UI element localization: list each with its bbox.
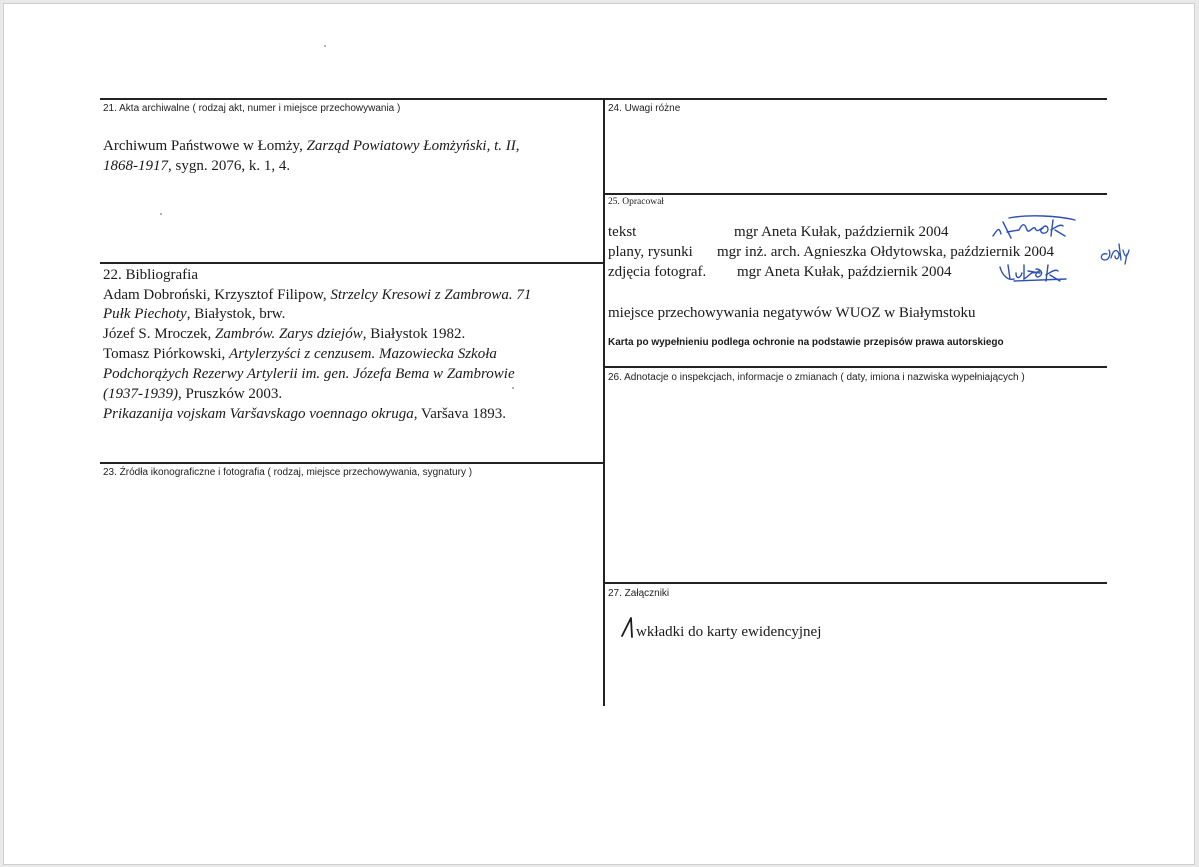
negatives-location: miejsce przechowywania negatywów WUOZ w Białymstoku [608, 305, 976, 321]
bib-3-imprint: , Pruszków 2003. [178, 386, 283, 402]
copyright-note: Karta po wypełnieniu podlega ochronie na podstawie przepisów prawa autorskiego [608, 337, 1004, 348]
bib-2-imprint: , Białystok 1982. [362, 326, 466, 342]
section-26-label: 26. Adnotacje o inspekcjach, informacje o zmianach ( daty, imiona i nazwiska wypełniających ) [608, 372, 1025, 383]
scan-speck [324, 45, 326, 47]
bib-4-imprint: , Varšava 1893. [413, 406, 507, 422]
rule-top-left [100, 98, 605, 100]
author-photos: mgr Aneta Kułak, październik 2004 [737, 264, 952, 280]
bib-4-title: Prikazanija vojskam Varšavskago voennago okruga [103, 406, 414, 422]
bib-entry-3-line-2 [103, 365, 515, 384]
rule-26 [604, 366, 1107, 368]
signature-text-author [989, 212, 1081, 242]
bib-entry-2 [103, 325, 465, 344]
rule-top-right [604, 98, 1107, 100]
bib-entry-3-line-1 [103, 345, 497, 364]
handwritten-attachment-count [620, 615, 634, 639]
section-23-label: 23. Źródła ikonograficzne i fotografia ( rodzaj, miejsce przechowywania, sygnatury ) [103, 467, 473, 478]
bib-3-author: Tomasz Piórkowski, [103, 346, 230, 362]
center-divider [603, 98, 605, 706]
bib-2-title: Zambrów. Zarys dziejów [215, 326, 363, 342]
scan-speck [512, 387, 514, 389]
author-plans: mgr inż. arch. Agnieszka Ołdytowska, październik 2004 [717, 244, 1054, 260]
section-25-label: 25. Opracował [608, 197, 664, 207]
bib-entry-1-line-1 [103, 286, 531, 305]
bib-3-title: Artylerzyści z cenzusem. Mazowiecka Szkoła [229, 346, 497, 362]
bib-1-title: Strzelcy Kresowi z Zambrowa. 71 [330, 287, 532, 303]
author-text: mgr Aneta Kułak, październik 2004 [734, 224, 949, 240]
signature-plans-author [1097, 240, 1131, 266]
bib-3-years: (1937-1939) [103, 386, 178, 402]
role-text: tekst [608, 224, 637, 240]
section-22-label: 22. Bibliografia [103, 267, 198, 283]
section-27-label: 27. Załączniki [608, 588, 670, 599]
fonds-name: Zarząd Powiatowy Łomżyński, t. II, [306, 138, 520, 154]
archive-name: Archiwum Państwowe w Łomży, [103, 138, 307, 154]
bib-entry-1-line-2 [103, 305, 285, 324]
section-21-line-2 [103, 157, 290, 176]
bib-entry-4 [103, 405, 506, 424]
bib-entry-3-line-3 [103, 385, 282, 404]
bib-1-authors: Adam Dobroński, Krzysztof Filipow, [103, 287, 331, 303]
bib-2-author: Józef S. Mroczek, [103, 326, 216, 342]
bib-1-title-cont: Pułk Piechoty [103, 306, 187, 322]
record-card-sheet [3, 3, 1195, 865]
scan-speck [160, 213, 162, 215]
attachment-text: wkładki do karty ewidencyjnej [636, 624, 822, 640]
rule-23 [100, 462, 605, 464]
section-21-line-1 [103, 137, 520, 156]
bib-1-imprint: , Białystok, brw. [186, 306, 286, 322]
rule-27 [604, 582, 1107, 584]
role-plans: plany, rysunki [608, 244, 693, 260]
signature-ref: , sygn. 2076, k. 1, 4. [168, 158, 291, 174]
section-24-label: 24. Uwagi różne [608, 103, 681, 114]
rule-25 [604, 193, 1107, 195]
section-21-label: 21. Akta archiwalne ( rodzaj akt, numer i miejsce przechowywania ) [103, 103, 401, 114]
signature-photos-author [994, 261, 1080, 285]
fonds-years: 1868-1917 [103, 158, 168, 174]
rule-22 [100, 262, 605, 264]
bib-3-title-cont: Podchorążych Rezerwy Artylerii im. gen. Józefa Bema w Zambrowie [103, 366, 515, 382]
role-photos: zdjęcia fotograf. [608, 264, 707, 280]
